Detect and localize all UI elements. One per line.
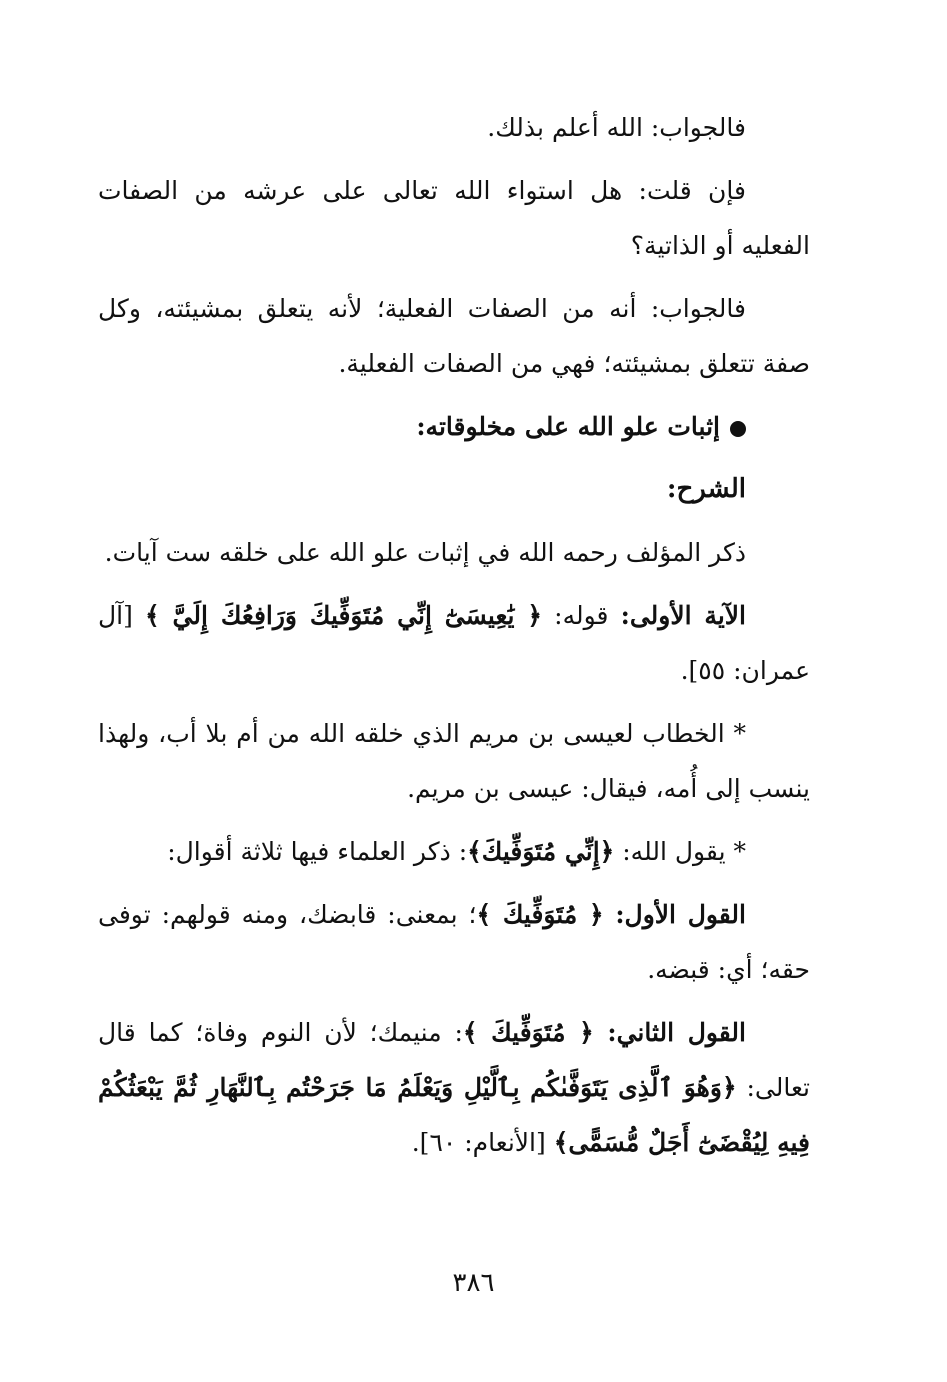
note-1-paragraph: * الخطاب لعيسى بن مريم الذي خلقه الله من أم بلا أب، ولهذا ينسب إلى أُمه، فيقال: عيسى بن مريم. <box>98 719 810 803</box>
qawl-1-label: القول الأول: <box>615 900 746 929</box>
qawl-2-quran: ﴿ مُتَوَفِّيكَ ﴾ <box>462 1018 608 1047</box>
page-number: ٣٨٦ <box>452 1268 495 1298</box>
qawl-2-quran-verse: ﴿وَهُوَ ٱلَّذِى يَتَوَفَّىٰكُم بِٱلَّيْلِ وَيَعْلَمُ مَا جَرَحْتُم بِٱلنَّهَارِ ثُمَّ يَبْعَثُكُمْ فِيهِ لِيُقْضَىٰٓ أَجَلٌ مُّسَمًّى﴾ <box>98 1073 810 1157</box>
bullet-dot-icon <box>730 421 746 437</box>
note-2-quran: ﴿إِنِّي مُتَوَفِّيكَ﴾ <box>467 837 615 866</box>
question-paragraph: فإن قلت: هل استواء الله تعالى على عرشه من الصفات الفعليه أو الذاتية؟ <box>98 176 810 260</box>
qawl-2-label: القول الثاني: <box>607 1018 746 1047</box>
section-heading: الشرح: <box>666 474 746 504</box>
ayah-1-quran: ﴿ يَٰعِيسَىٰٓ إِنِّي مُتَوَفِّيكَ وَرَافِعُكَ إِلَيَّ ﴾ <box>145 601 543 630</box>
qawl-1-paragraph <box>98 887 810 997</box>
page-content <box>98 100 810 1178</box>
qawl-2-ref: [الأنعام: ٦٠]. <box>411 1128 554 1157</box>
qawl-1-quran: ﴿ مُتَوَفِّيكَ ﴾ <box>476 900 616 929</box>
answer-paragraph-1: فالجواب: الله أعلم بذلك. <box>487 113 746 142</box>
qawl-1-rest: ؛ بمعنى: قابضك، ومنه قولهم: توفى حقه؛ أي: قبضه. <box>98 900 810 984</box>
bullet-heading <box>98 399 810 454</box>
ayah-1-lead: قوله: <box>542 601 621 630</box>
ayah-1-ref: [آل عمران: ٥٥]. <box>98 601 810 685</box>
ayah-1-label: الآية الأولى: <box>620 601 747 630</box>
note-2-paragraph <box>98 824 810 879</box>
intro-paragraph: ذكر المؤلف رحمه الله في إثبات علو الله على خلقه ست آيات. <box>104 538 746 567</box>
qawl-2-rest: : منيمك؛ لأن النوم وفاة؛ كما قال تعالى: <box>98 1018 810 1102</box>
qawl-2-paragraph <box>98 1005 810 1170</box>
ayah-1-paragraph <box>98 588 810 698</box>
note-2-lead: * يقول الله: <box>614 837 746 866</box>
bullet-heading-text: إثبات علو الله على مخلوقاته: <box>416 412 720 441</box>
answer-paragraph-2: فالجواب: أنه من الصفات الفعلية؛ لأنه يتعلق بمشيئته، وكل صفة تتعلق بمشيئته؛ فهي من الصفات الفعلية. <box>98 294 810 378</box>
note-2-rest: : ذكر العلماء فيها ثلاثة أقوال: <box>167 837 468 866</box>
